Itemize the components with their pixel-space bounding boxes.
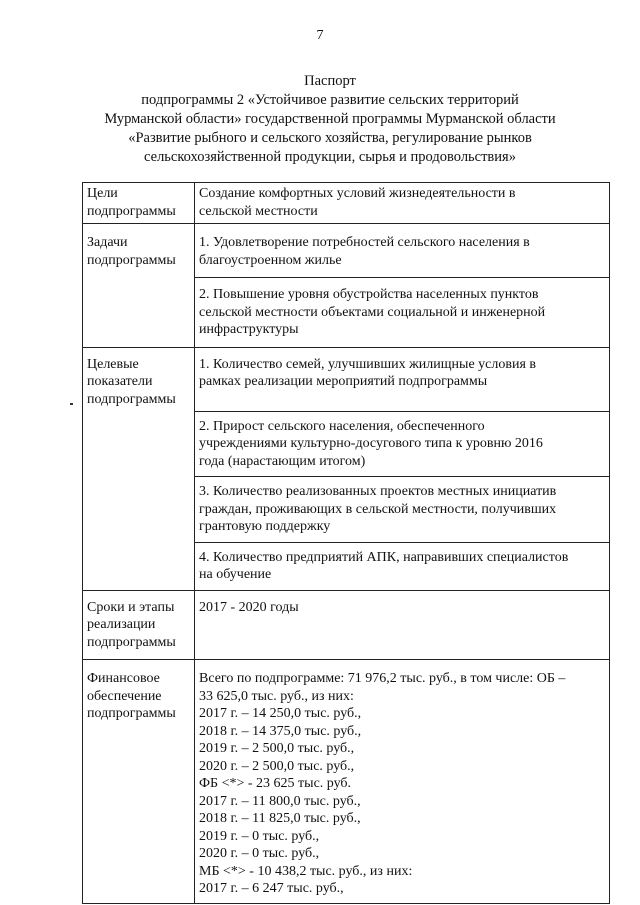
task-item-1: 1. Удовлетворение потребностей сельского населения в благоустроенном жилье [195,224,610,278]
table-row-tasks-2 [83,278,610,348]
heading-line: сельскохозяйственной продукции, сырья и продовольствия» [144,149,516,165]
table-row-indicators-3 [83,477,610,543]
passport-table [82,182,610,904]
heading-line: Мурманской области» государственной программы Мурманской области [104,111,556,127]
table-row-finance [83,660,610,904]
table-row-indicators [83,347,610,411]
value-goals: Создание комфортных условий жизнедеятельности в сельской местности [195,183,610,224]
table-row-tasks [83,224,610,278]
indicator-item-4: 4. Количество предприятий АПК, направивших специалистов на обучение [195,542,610,590]
margin-mark [70,403,73,405]
task-item-2: 2. Повышение уровня обустройства населенных пунктов сельской местности объектами социальной и инженерной инфраструктуры [195,278,610,348]
indicator-item-3: 3. Количество реализованных проектов местных инициатив граждан, проживающих в сельской местности, получивших грантовую поддержку [195,477,610,543]
table-row-indicators-2 [83,411,610,477]
document-heading [60,72,600,167]
heading-line: подпрограммы 2 «Устойчивое развитие сельских территорий [141,92,519,108]
value-terms: 2017 - 2020 годы [195,590,610,660]
table-row-terms [83,590,610,660]
value-finance: Всего по подпрограмме: 71 976,2 тыс. руб., в том числе: ОБ – 33 625,0 тыс. руб., из них: 2017 г. – 14 250,0 тыс. руб., 2018 г. – 14 375,0 тыс. руб., 2019 г. – 2 500,0 тыс. руб., 2020 г. – 2 500,0 тыс. руб., ФБ <*> - 23 625 тыс. руб. 2017 г. – 11 800,0 тыс. руб., 2018 г. – 11 825,0 тыс. руб., 2019 г. – 0 тыс. руб., 2020 г. – 0 тыс. руб., МБ <*> - 10 438,2 тыс. руб., из них: 2017 г. – 6 247 тыс. руб., [195,660,610,904]
label-indicators: Целевые показатели подпрограммы [83,347,195,411]
label-finance: Финансовое обеспечение подпрограммы [83,660,195,904]
indicator-item-2: 2. Прирост сельского населения, обеспеченного учреждениями культурно-досугового типа к уровню 2016 года (нарастающим итогом) [195,411,610,477]
table-row-goals [83,183,610,224]
heading-title: Паспорт [304,73,356,89]
heading-line: «Развитие рыбного и сельского хозяйства, регулирование рынков [128,130,532,146]
indicator-item-1: 1. Количество семей, улучшивших жилищные условия в рамках реализации мероприятий подпрограммы [195,347,610,411]
label-terms: Сроки и этапы реализации подпрограммы [83,590,195,660]
page-number: 7 [316,28,324,43]
table-row-indicators-4 [83,542,610,590]
label-goals: Цели подпрограммы [83,183,195,224]
label-tasks: Задачи подпрограммы [83,224,195,278]
